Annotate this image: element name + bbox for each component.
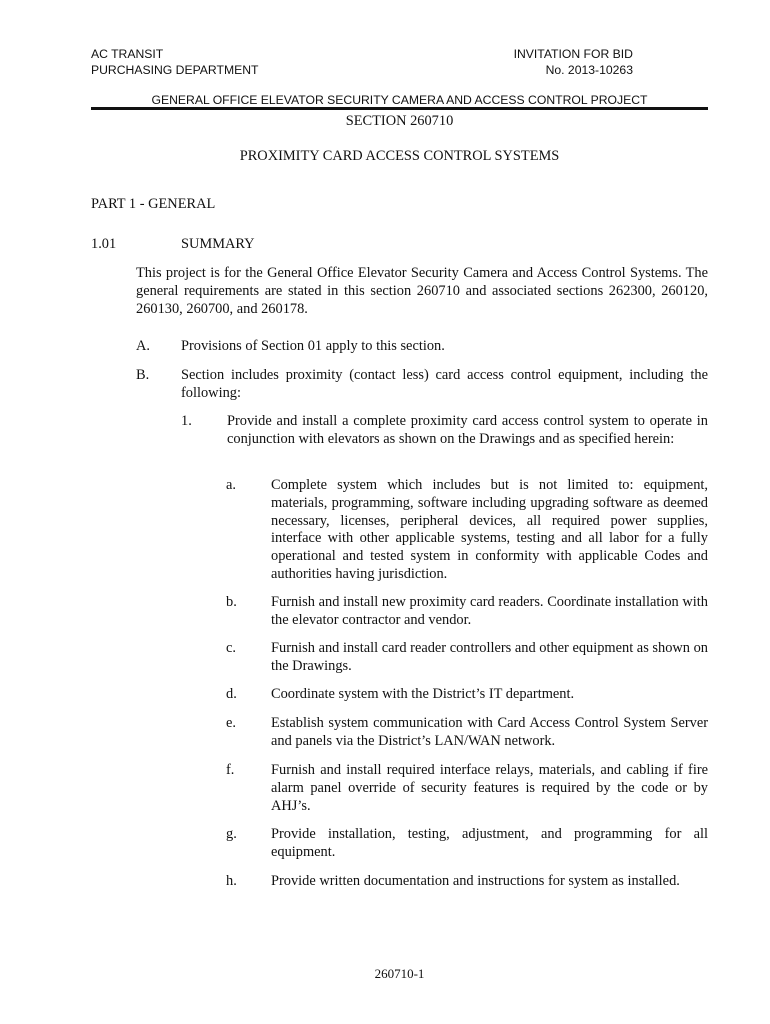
header-doc-number: No. 2013-10263: [545, 63, 633, 77]
subparagraph-text: Provide and install a complete proximity card access control system to operate in conjunction with elevators as shown on the Drawings and as specified herein:: [227, 413, 708, 447]
paragraph-label: B.: [136, 367, 150, 383]
list-item-label: g.: [226, 826, 237, 842]
list-item-label: c.: [226, 640, 236, 656]
page-number: 260710-1: [374, 966, 425, 981]
header-rule: [91, 107, 708, 110]
list-item-label: a.: [226, 477, 236, 493]
section-title: PROXIMITY CARD ACCESS CONTROL SYSTEMS: [239, 148, 560, 164]
subparagraph-label: 1.: [181, 413, 192, 429]
article-intro: This project is for the General Office Elevator Security Camera and Access Control Systems. The general requirements are stated in this section 260710 and associated sections 262300, 260120, 260130, 260700, and 260178.: [136, 265, 708, 317]
list-item-label: b.: [226, 594, 237, 610]
list-item-text: Furnish and install new proximity card readers. Coordinate installation with the elevator contractor and vendor.: [271, 594, 708, 628]
list-item-text: Establish system communication with Card Access Control System Server and panels via the District’s LAN/WAN network.: [271, 715, 708, 749]
header-left: [91, 46, 258, 78]
list-item-label: d.: [226, 686, 237, 702]
project-title: GENERAL OFFICE ELEVATOR SECURITY CAMERA AND ACCESS CONTROL PROJECT: [151, 93, 648, 107]
paragraph-text: Provisions of Section 01 apply to this section.: [181, 338, 445, 354]
list-item-label: f.: [226, 762, 235, 778]
list-item-text: Furnish and install card reader controllers and other equipment as shown on the Drawings.: [271, 640, 708, 674]
section-number: SECTION 260710: [345, 113, 454, 129]
header-right: [514, 46, 633, 78]
list-item-label: h.: [226, 873, 237, 889]
list-item-text: Provide written documentation and instructions for system as installed.: [271, 873, 680, 889]
header-doc-type: INVITATION FOR BID: [513, 47, 633, 61]
article-title: SUMMARY: [181, 236, 255, 252]
paragraph-text: Section includes proximity (contact less) card access control equipment, including the following:: [181, 367, 708, 401]
list-item-text: Furnish and install required interface relays, materials, and cabling if fire alarm panel override of security features is required by the code or by AHJ’s.: [271, 762, 708, 814]
list-item-text: Complete system which includes but is not limited to: equipment, materials, programming, software including upgrading software as deemed necessary, licenses, peripheral devices, all required power supplies, interface with other applicable systems, testing and all labor for a fully operational and tested system in conformity with applicable Codes and authorities having jurisdiction.: [271, 477, 708, 582]
list-item-text: Provide installation, testing, adjustment, and programming for all equipment.: [271, 826, 708, 860]
part-title: PART 1 - GENERAL: [91, 196, 216, 212]
paragraph-label: A.: [136, 338, 150, 354]
header-org: AC TRANSIT: [91, 47, 164, 61]
list-item-label: e.: [226, 715, 236, 731]
list-item-text: Coordinate system with the District’s IT department.: [271, 686, 575, 702]
article-number: 1.01: [91, 236, 117, 252]
header-dept: PURCHASING DEPARTMENT: [91, 63, 259, 77]
